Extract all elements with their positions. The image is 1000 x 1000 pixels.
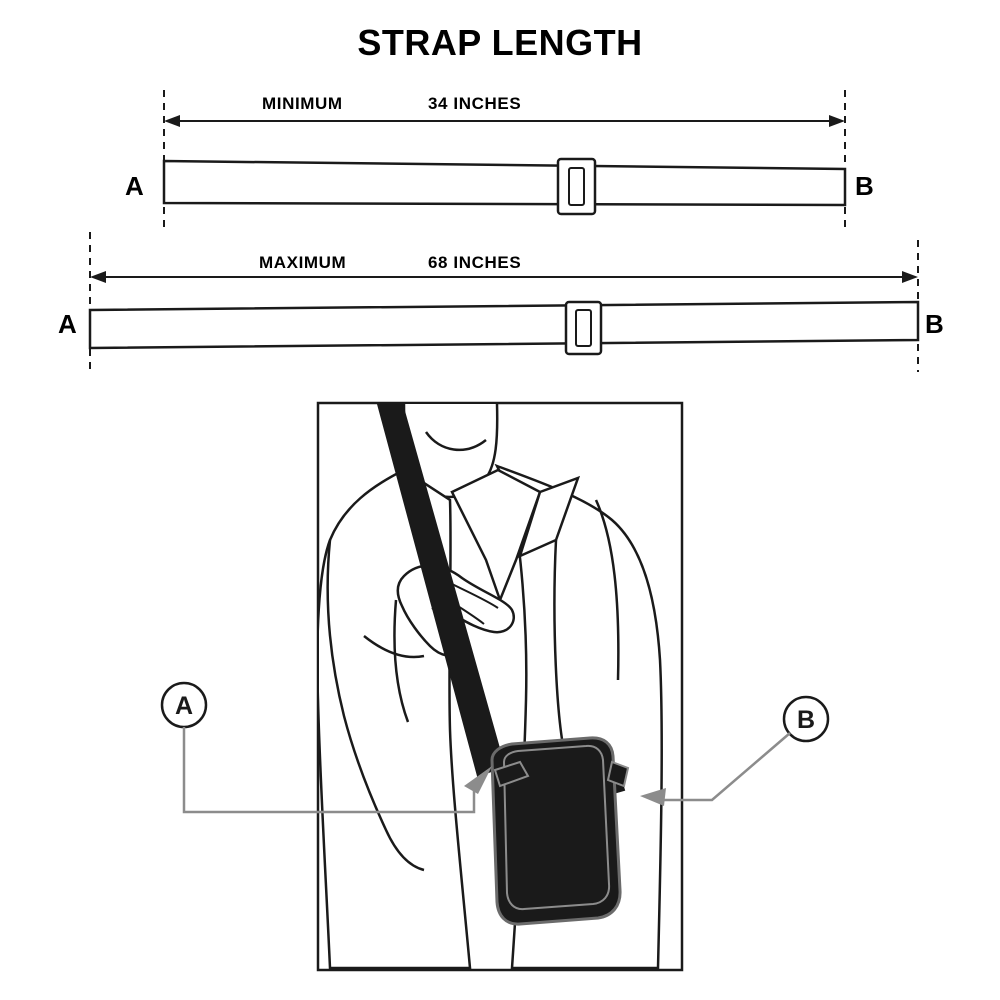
wearing-illustration: [162, 403, 828, 970]
maximum-value-label: 68 INCHES: [428, 253, 522, 272]
callout-a-label: A: [174, 692, 194, 720]
minimum-strap-band: [164, 161, 845, 205]
minimum-end-b-label: B: [855, 171, 874, 201]
callout-b-label: B: [796, 706, 816, 734]
jacket-left-panel: [317, 470, 470, 968]
maximum-strap-buckle-slot: [576, 310, 591, 346]
minimum-strap-group: [164, 90, 845, 232]
maximum-arrow-left: [90, 271, 106, 283]
minimum-end-a-label: A: [125, 171, 144, 201]
maximum-range-label: MAXIMUM: [259, 253, 347, 272]
page-title: STRAP LENGTH: [357, 22, 643, 63]
minimum-arrow-right: [829, 115, 845, 127]
maximum-arrow-right: [902, 271, 918, 283]
maximum-end-b-label: B: [925, 309, 944, 339]
minimum-range-label: MINIMUM: [262, 94, 343, 113]
minimum-value-label: 34 INCHES: [428, 94, 522, 113]
maximum-end-a-label: A: [58, 309, 77, 339]
minimum-arrow-left: [164, 115, 180, 127]
maximum-strap-group: [90, 232, 918, 372]
minimum-strap-buckle-slot: [569, 168, 584, 205]
maximum-strap-band: [90, 302, 918, 348]
